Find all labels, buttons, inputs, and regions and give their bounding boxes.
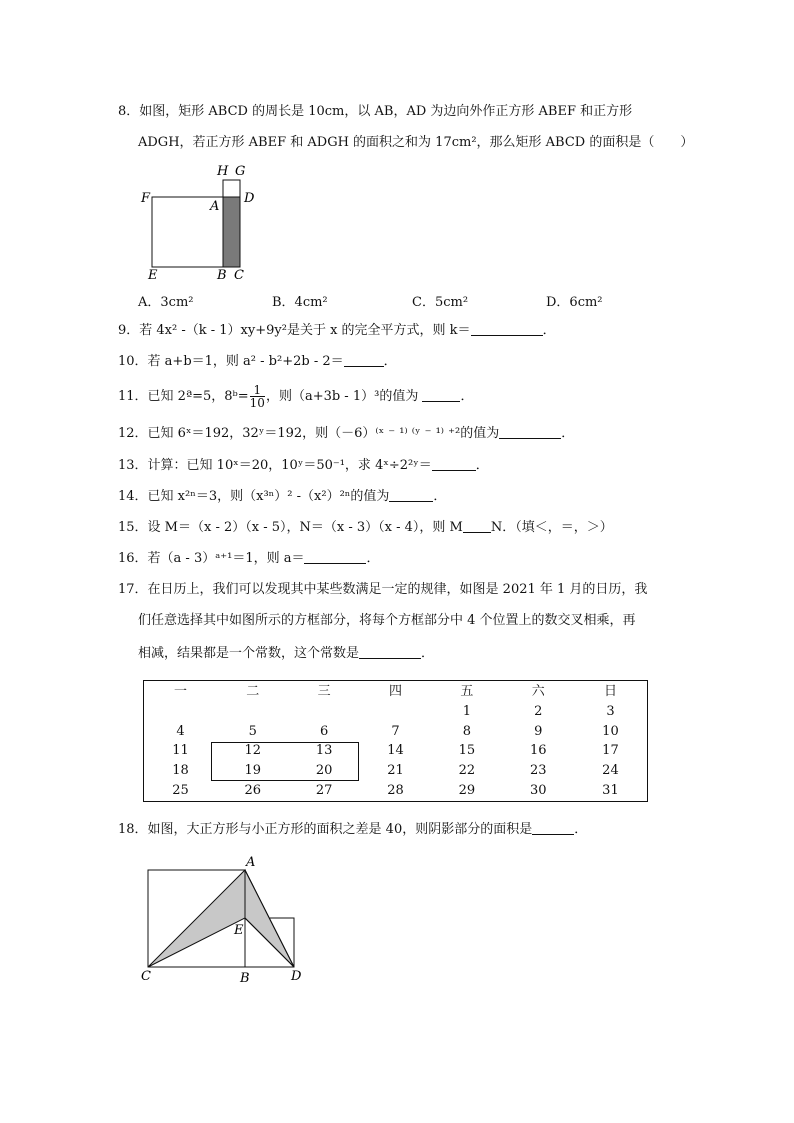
question-tail: N．（填＜，＝，＞） — [490, 520, 613, 535]
calendar-cell: 19 — [244, 763, 261, 779]
calendar-cell: 2 — [534, 703, 543, 719]
answer-blank[interactable] — [344, 352, 384, 367]
calendar-cell — [144, 701, 218, 721]
calendar-cell: 5 — [248, 723, 257, 739]
answer-blank[interactable] — [471, 321, 543, 336]
question-10 — [118, 352, 397, 372]
answer-blank[interactable] — [389, 487, 433, 502]
calendar-cell: 25 — [172, 783, 189, 799]
question-tail: ． — [561, 426, 575, 441]
label-f: F — [141, 191, 151, 206]
label-c: C — [234, 268, 244, 283]
question-15 — [118, 518, 613, 538]
calendar-cell: 24 — [602, 763, 619, 779]
question-text: 若（a - 3）ᵃ⁺¹＝1，则 a＝ — [147, 551, 305, 566]
question-tail: ． — [366, 551, 380, 566]
question-11 — [118, 384, 473, 409]
calendar-table — [143, 680, 648, 802]
calendar-cell: 9 — [534, 723, 543, 739]
label-a: A — [246, 855, 256, 870]
weekday-header: 一 — [174, 683, 188, 699]
answer-blank[interactable] — [359, 644, 421, 659]
question-tail: ． — [383, 354, 397, 369]
shaded-triangle — [148, 870, 245, 967]
question-text: 如图，矩形 ABCD 的周长是 10cm，以 AB，AD 为边向外作正方形 ABEF 和正方形 — [139, 104, 633, 119]
answer-blank[interactable] — [463, 518, 491, 533]
calendar-cell: 29 — [458, 783, 476, 799]
calendar-cell: 23 — [529, 763, 547, 779]
calendar-cell: 4 — [176, 723, 185, 739]
question-tail: ． — [574, 822, 588, 837]
label-e: E — [234, 923, 244, 938]
label-d: D — [244, 191, 255, 206]
question-14 — [118, 487, 446, 507]
question-text: 若 a+b＝1，则 a² - b²+2b - 2＝ — [147, 354, 344, 369]
question-12 — [118, 424, 574, 444]
question-text: 若 4x² -（k - 1）xy+9y²是关于 x 的完全平方式，则 k＝ — [139, 323, 471, 338]
calendar-cell: 20 — [315, 763, 333, 779]
calendar-cell: 18 — [172, 763, 189, 779]
calendar-cell: 21 — [387, 763, 404, 779]
calendar-cell: 7 — [391, 723, 400, 739]
question-number: 15． — [118, 520, 148, 535]
answer-blank[interactable] — [532, 820, 574, 835]
question-8-line-2: ADGH，若正方形 ABEF 和 ADGH 的面积之和为 17cm²，那么矩形 ABCD 的面积是（ ） — [138, 135, 694, 150]
question-18 — [118, 820, 587, 840]
label-c: C — [141, 969, 151, 984]
calendar-cell: 3 — [606, 703, 615, 719]
label-a: A — [210, 199, 220, 214]
q18-figure — [138, 852, 313, 987]
question-text: 如图，大正方形与小正方形的面积之差是 40，则阴影部分的面积是 — [147, 822, 533, 837]
label-d: D — [291, 969, 302, 984]
question-number: 14． — [118, 489, 148, 504]
label-e: E — [148, 268, 158, 283]
question-number: 9． — [118, 323, 140, 338]
calendar-cell: 17 — [602, 743, 619, 759]
question-9 — [118, 321, 556, 341]
calendar-selection-box — [211, 742, 359, 781]
weekday-header: 二 — [246, 683, 260, 699]
fraction — [250, 384, 265, 409]
question-text: 在日历上，我们可以发现其中某些数满足一定的规律，如图是 2021 年 1 月的日历，我 — [147, 582, 648, 597]
weekday-header: 六 — [531, 683, 545, 699]
question-text: 已知 x²ⁿ＝3，则（x³ⁿ）² -（x²）²ⁿ的值为 — [147, 489, 390, 504]
option-d[interactable]: D．6cm² — [546, 295, 603, 310]
calendar-row — [144, 701, 648, 721]
calendar-cell: 26 — [244, 783, 261, 799]
square-adgh — [223, 180, 240, 197]
answer-blank[interactable] — [432, 456, 476, 471]
calendar-cell: 8 — [462, 723, 471, 739]
calendar-cell — [288, 701, 359, 721]
calendar-cell: 1 — [462, 703, 471, 719]
option-b[interactable]: B．4cm² — [272, 295, 328, 310]
question-number: 12． — [118, 426, 148, 441]
question-number: 17． — [118, 582, 148, 597]
rectangle-abcd — [223, 197, 240, 267]
calendar-cell: 12 — [244, 743, 261, 759]
calendar-cell: 6 — [319, 723, 329, 739]
question-text: 已知 2ª=5，8ᵇ= — [147, 389, 249, 404]
weekday-header: 五 — [460, 683, 474, 699]
question-number: 13． — [118, 458, 148, 473]
calendar-row — [144, 721, 648, 741]
calendar-cell: 30 — [529, 783, 547, 799]
question-text: 相减，结果都是一个常数，这个常数是 — [138, 646, 360, 661]
label-h: H — [217, 164, 229, 179]
calendar-cell: 13 — [315, 743, 333, 759]
calendar-cell: 27 — [315, 783, 333, 799]
question-number: 11． — [118, 389, 148, 404]
question-16 — [118, 549, 379, 569]
fraction-numerator: 1 — [250, 384, 265, 397]
question-17-line-2: 们任意选择其中如图所示的方框部分，将每个方框部分中 4 个位置上的数交叉相乘，再 — [138, 613, 636, 628]
question-tail: ． — [421, 646, 435, 661]
question-tail: ． — [542, 323, 556, 338]
question-text: 设 M＝（x - 2）（x - 5），N＝（x - 3）（x - 4），则 M — [147, 520, 463, 535]
calendar-cell — [360, 701, 431, 721]
calendar-cell: 15 — [458, 743, 476, 759]
question-13 — [118, 456, 489, 476]
question-number: 10． — [118, 354, 148, 369]
calendar-cell: 31 — [602, 783, 619, 799]
question-number: 8． — [118, 104, 140, 119]
calendar-cell — [217, 701, 288, 721]
fraction-denominator: 10 — [249, 396, 265, 410]
question-tail: ． — [433, 489, 447, 504]
calendar-cell: 22 — [458, 763, 476, 779]
question-tail: ． — [460, 389, 474, 404]
question-tail: ． — [475, 458, 489, 473]
question-text: 已知 6ˣ＝192，32ʸ＝192，则（－6）⁽ˣ ⁻ ¹⁾ ⁽ʸ ⁻ ¹⁾ ⁺²的值为 — [147, 426, 500, 441]
question-number: 18． — [118, 822, 148, 837]
weekday-header: 四 — [388, 683, 402, 699]
question-17-line-3 — [138, 644, 434, 664]
label-b: B — [240, 971, 250, 986]
calendar-cell: 14 — [387, 743, 404, 759]
q8-figure — [138, 160, 268, 285]
weekday-header: 三 — [317, 683, 331, 699]
question-text-2: ，则（a+3b - 1）³的值为 — [265, 389, 423, 404]
question-17-line-1 — [118, 580, 647, 600]
calendar-header-row — [144, 681, 648, 702]
question-8-line-1 — [118, 102, 632, 122]
option-c[interactable]: C．5cm² — [412, 295, 469, 310]
question-text: 计算：已知 10ˣ＝20，10ʸ＝50⁻¹，求 4ˣ÷2²ʸ＝ — [147, 458, 432, 473]
answer-blank[interactable] — [304, 549, 366, 564]
calendar-cell: 16 — [529, 743, 547, 759]
question-number: 16． — [118, 551, 148, 566]
answer-blank[interactable] — [499, 424, 561, 439]
weekday-header: 日 — [603, 683, 617, 699]
calendar-cell: 11 — [172, 743, 189, 759]
label-g: G — [235, 164, 246, 179]
label-b: B — [217, 268, 227, 283]
calendar-cell: 28 — [387, 783, 404, 799]
option-a[interactable]: A．3cm² — [138, 295, 194, 310]
answer-blank[interactable] — [422, 387, 460, 402]
calendar-cell: 10 — [602, 723, 619, 739]
calendar-row — [144, 781, 648, 802]
